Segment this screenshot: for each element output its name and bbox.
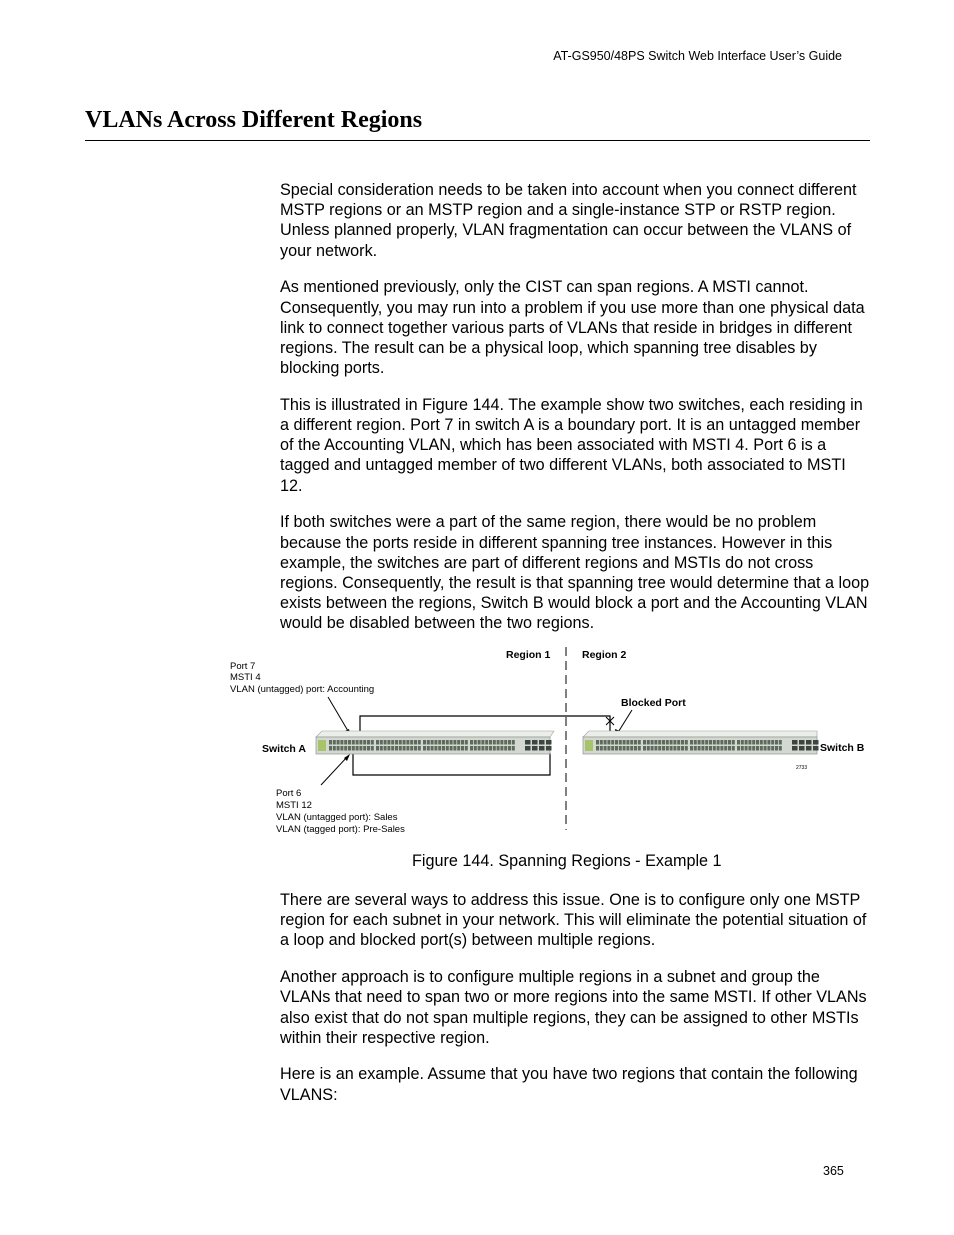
port6-leader <box>321 756 348 785</box>
switch-b-chassis <box>583 731 819 754</box>
switch-port <box>713 740 716 745</box>
switch-sfp-port <box>792 746 798 751</box>
switch-port <box>690 740 693 745</box>
switch-port <box>771 746 774 751</box>
switch-port <box>427 740 430 745</box>
switch-a-chassis <box>316 731 554 754</box>
switch-port <box>489 740 492 745</box>
switch-port <box>414 740 417 745</box>
switch-port <box>673 740 676 745</box>
switch-port <box>418 746 421 751</box>
switch-port <box>387 740 390 745</box>
switch-port <box>410 746 413 751</box>
switch-port <box>607 740 610 745</box>
switch-sfp-port <box>546 740 552 745</box>
running-header: AT-GS950/48PS Switch Web Interface User’s Guide <box>553 49 842 63</box>
switch-port <box>493 746 496 751</box>
switch-port <box>359 740 362 745</box>
switch-port <box>634 746 637 751</box>
switch-port <box>771 740 774 745</box>
switch-sfp-port <box>799 746 805 751</box>
switch-port <box>438 740 441 745</box>
switch-port <box>666 740 669 745</box>
port7-vlan: VLAN (untagged) port: Accounting <box>230 684 375 695</box>
blocked-port-leader <box>617 710 632 734</box>
switch-port <box>493 740 496 745</box>
switch-port <box>481 746 484 751</box>
switch-port <box>391 740 394 745</box>
switch-port <box>756 740 759 745</box>
switch-port <box>698 740 701 745</box>
switch-b-label: Switch B <box>820 742 865 754</box>
switch-port <box>399 740 402 745</box>
switch-port <box>470 746 473 751</box>
switch-port <box>651 746 654 751</box>
region2-label: Region 2 <box>582 649 627 661</box>
switch-port <box>367 746 370 751</box>
switch-port <box>604 746 607 751</box>
switch-port <box>442 746 445 751</box>
switch-port <box>500 746 503 751</box>
switch-port <box>371 746 374 751</box>
switch-port <box>694 746 697 751</box>
switch-port <box>626 740 629 745</box>
switch-port <box>410 740 413 745</box>
switch-sfp-port <box>813 740 819 745</box>
switch-port <box>764 740 767 745</box>
switch-port <box>748 740 751 745</box>
switch-port <box>461 746 464 751</box>
switch-port <box>344 740 347 745</box>
switch-port <box>775 746 778 751</box>
switch-port <box>643 740 646 745</box>
title-rule <box>85 140 870 141</box>
switch-port <box>596 746 599 751</box>
switch-port <box>465 740 468 745</box>
switch-sfp-port <box>525 746 531 751</box>
switch-port <box>481 740 484 745</box>
switch-port <box>333 746 336 751</box>
switch-sfp-port <box>813 746 819 751</box>
switch-port <box>673 746 676 751</box>
switch-port <box>414 746 417 751</box>
switch-port <box>457 740 460 745</box>
switch-port <box>442 740 445 745</box>
switch-port <box>611 746 614 751</box>
switch-port <box>384 746 387 751</box>
switch-port <box>453 740 456 745</box>
switch-port <box>438 746 441 751</box>
figure-code: 2733 <box>796 765 808 771</box>
switch-port <box>363 746 366 751</box>
switch-port <box>732 740 735 745</box>
paragraph: Here is an example. Assume that you have two regions that contain the following VLANS: <box>280 1065 858 1104</box>
switch-port <box>647 746 650 751</box>
switch-port <box>474 740 477 745</box>
switch-port <box>775 740 778 745</box>
switch-port <box>380 740 383 745</box>
switch-port <box>615 746 618 751</box>
switch-port <box>508 746 511 751</box>
switch-port <box>333 740 336 745</box>
switch-port <box>745 746 748 751</box>
figure-caption: Figure 144. Spanning Regions - Example 1 <box>412 852 722 870</box>
switch-port <box>720 740 723 745</box>
switch-port <box>779 740 782 745</box>
switch-port <box>431 740 434 745</box>
switch-port <box>504 740 507 745</box>
switch-port <box>698 746 701 751</box>
switch-sfp-port <box>799 740 805 745</box>
switch-port <box>380 746 383 751</box>
paragraph: Special consideration needs to be taken into account when you connect different MSTP regions or an MSTP region and a single-instance STP or RSTP region. Unless planned properly, VLAN fragmentation can occur between the VLANS of your network. <box>280 181 857 260</box>
switch-port <box>623 740 626 745</box>
switch-port <box>450 746 453 751</box>
switch-port <box>423 740 426 745</box>
switch-port <box>709 746 712 751</box>
paragraph: This is illustrated in Figure 144. The example show two switches, each residing in a different region. Port 7 in switch A is a boundary port. It is an untagged member of the Accounting VLAN, which has been associated with MSTI 4. Port 6 is a tagged and untagged member of two different VLANs, both associated to MSTI 12. <box>280 395 863 495</box>
switch-port <box>662 740 665 745</box>
switch-port <box>434 740 437 745</box>
switch-sfp-port <box>532 746 538 751</box>
switch-port <box>489 746 492 751</box>
switch-sfp-port <box>539 740 545 745</box>
switch-port <box>623 746 626 751</box>
switch-port <box>737 746 740 751</box>
switch-port <box>356 740 359 745</box>
port6-vlan-untagged: VLAN (untagged port): Sales <box>276 812 398 823</box>
switch-port <box>662 746 665 751</box>
switch-port <box>745 740 748 745</box>
switch-port <box>406 740 409 745</box>
port6-msti: MSTI 12 <box>276 800 312 811</box>
switch-sfp-port <box>806 740 812 745</box>
switch-port <box>760 740 763 745</box>
switch-port <box>630 746 633 751</box>
switch-port <box>453 746 456 751</box>
switch-port <box>701 746 704 751</box>
switch-port <box>615 740 618 745</box>
switch-port <box>352 740 355 745</box>
port7-msti: MSTI 4 <box>230 672 261 683</box>
link-lower <box>353 753 550 775</box>
switch-port <box>329 746 332 751</box>
switch-port <box>457 746 460 751</box>
switch-sfp-port <box>539 746 545 751</box>
switch-port <box>387 746 390 751</box>
switch-port <box>376 746 379 751</box>
switch-port <box>384 740 387 745</box>
switch-port <box>359 746 362 751</box>
switch-port <box>465 746 468 751</box>
switch-sfp-port <box>525 740 531 745</box>
switch-port <box>705 746 708 751</box>
switch-port <box>356 746 359 751</box>
switch-port <box>619 740 622 745</box>
switch-port <box>741 746 744 751</box>
switch-port <box>709 740 712 745</box>
switch-port <box>478 746 481 751</box>
switch-sfp-port <box>546 746 552 751</box>
switch-port <box>638 746 641 751</box>
paragraph: There are several ways to address this issue. One is to configure only one MSTP region for each subnet in your network. This will eliminate the potential situation of a loop and blocked port(s) between multiple regions. <box>280 891 867 950</box>
switch-port <box>647 740 650 745</box>
blocked-port-label: Blocked Port <box>621 697 686 709</box>
switch-port <box>446 746 449 751</box>
paragraph: Another approach is to configure multiple regions in a subnet and group the VLANs that need to span two or more regions into the same MSTI. If other VLANs also exist that do not span multiple regions, they can be assigned to other MSTIs within their respective region. <box>280 968 867 1047</box>
switch-port <box>367 740 370 745</box>
switch-port <box>748 746 751 751</box>
body-text-before-figure <box>280 180 872 650</box>
switch-port <box>461 740 464 745</box>
switch-sfp-port <box>792 740 798 745</box>
switch-port <box>446 740 449 745</box>
switch-port <box>504 746 507 751</box>
switch-port <box>344 746 347 751</box>
switch-port <box>720 746 723 751</box>
switch-port <box>427 746 430 751</box>
switch-port <box>395 746 398 751</box>
switch-port <box>478 740 481 745</box>
switch-sfp-port <box>806 746 812 751</box>
figure-spanning-regions <box>228 645 873 840</box>
switch-port <box>666 746 669 751</box>
paragraph: As mentioned previously, only the CIST can span regions. A MSTI cannot. Consequently, you may run into a problem if you use more than one physical data link to connect together various parts of VLANs that reside in bridges in different regions. The result can be a physical loop, which spanning tree disables by blocking ports. <box>280 278 865 378</box>
switch-port <box>713 746 716 751</box>
switch-port <box>500 740 503 745</box>
switch-port <box>767 740 770 745</box>
switch-port <box>779 746 782 751</box>
port7-label: Port 7 <box>230 661 256 672</box>
switch-port <box>337 746 340 751</box>
switch-port <box>728 740 731 745</box>
port6-vlan-tagged: VLAN (tagged port): Pre-Sales <box>276 824 405 835</box>
switch-port <box>434 746 437 751</box>
region1-label: Region 1 <box>506 649 551 661</box>
switch-port <box>600 740 603 745</box>
switch-port <box>705 740 708 745</box>
switch-port <box>630 740 633 745</box>
switch-port <box>638 740 641 745</box>
switch-port <box>485 746 488 751</box>
switch-port <box>329 740 332 745</box>
switch-port <box>340 740 343 745</box>
section-title: VLANs Across Different Regions <box>85 107 423 133</box>
page-number: 365 <box>823 1164 844 1178</box>
switch-sfp-port <box>532 740 538 745</box>
switch-port <box>348 746 351 751</box>
switch-a-label: Switch A <box>262 743 306 755</box>
paragraph: If both switches were a part of the same region, there would be no problem because the ports reside in different spanning tree instances. However in this example, the switches are part of different regions and MSTIs do not cross regions. Consequently, the result is that spanning tree would determine that a loop exists between the regions, Switch B would block a port and the Accounting VLAN would be disabled between the two regions. <box>280 513 870 633</box>
switch-port <box>470 740 473 745</box>
switch-port <box>474 746 477 751</box>
switch-port <box>681 746 684 751</box>
switch-port <box>600 746 603 751</box>
switch-port <box>611 740 614 745</box>
switch-port <box>399 746 402 751</box>
figure-diagram <box>228 645 873 840</box>
switch-port <box>651 740 654 745</box>
switch-port <box>450 740 453 745</box>
switch-port <box>670 746 673 751</box>
switch-port <box>670 740 673 745</box>
switch-port <box>485 740 488 745</box>
switch-port <box>728 746 731 751</box>
switch-port <box>508 740 511 745</box>
switch-port <box>756 746 759 751</box>
switch-port <box>619 746 622 751</box>
switch-port <box>431 746 434 751</box>
switch-port <box>654 740 657 745</box>
switch-port <box>626 746 629 751</box>
switch-port <box>741 740 744 745</box>
switch-port <box>512 740 515 745</box>
switch-port <box>363 740 366 745</box>
switch-port <box>643 746 646 751</box>
switch-port <box>596 740 599 745</box>
switch-port <box>685 740 688 745</box>
switch-port <box>717 746 720 751</box>
switch-port <box>604 740 607 745</box>
switch-port <box>376 740 379 745</box>
switch-port <box>352 746 355 751</box>
switch-port <box>732 746 735 751</box>
switch-port <box>391 746 394 751</box>
switch-port <box>371 740 374 745</box>
switch-port <box>395 740 398 745</box>
switch-port <box>512 746 515 751</box>
switch-port <box>760 746 763 751</box>
switch-port <box>337 740 340 745</box>
switch-port <box>677 746 680 751</box>
switch-port <box>348 740 351 745</box>
switch-port <box>752 740 755 745</box>
switch-port <box>677 740 680 745</box>
switch-port <box>694 740 697 745</box>
switch-port <box>737 740 740 745</box>
switch-port <box>690 746 693 751</box>
switch-port <box>497 746 500 751</box>
switch-port <box>634 740 637 745</box>
switch-port <box>752 746 755 751</box>
switch-port <box>607 746 610 751</box>
switch-port <box>724 746 727 751</box>
switch-port <box>497 740 500 745</box>
switch-port <box>767 746 770 751</box>
switch-port <box>340 746 343 751</box>
switch-port <box>701 740 704 745</box>
switch-port <box>403 746 406 751</box>
switch-port <box>654 746 657 751</box>
switch-port <box>685 746 688 751</box>
switch-port <box>406 746 409 751</box>
body-text-after-figure <box>280 890 872 1121</box>
switch-port <box>724 740 727 745</box>
switch-port <box>658 740 661 745</box>
switch-port <box>658 746 661 751</box>
switch-port <box>403 740 406 745</box>
switch-port <box>423 746 426 751</box>
switch-port <box>418 740 421 745</box>
switch-port <box>764 746 767 751</box>
switch-port <box>681 740 684 745</box>
switch-port <box>717 740 720 745</box>
port6-label: Port 6 <box>276 788 302 799</box>
